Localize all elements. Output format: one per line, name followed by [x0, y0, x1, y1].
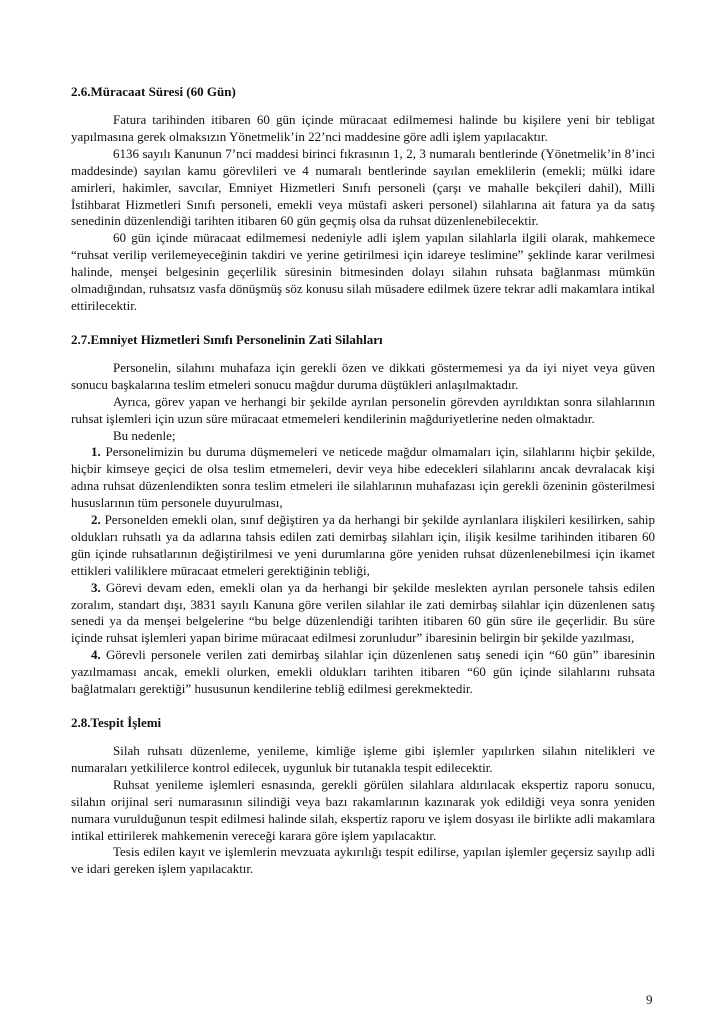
section-heading: 2.7.Emniyet Hizmetleri Sınıfı Personelinin Zati Silahları — [71, 331, 383, 347]
list-item-text: Personelden emekli olan, sınıf değiştiren ya da herhangi bir şekilde ayrılanlara ilişkileri kesilirken, sahip oldukları ruhsatlı ya da adlarına tahsis edilen zati demirbaş silahları için, ilişik kesilme tarihinden itibaren 60 gün içinde ruhsatlarının değiştirilmesi ve yeni durumlarına göre yeniden ruhsat düzenlenebilmesi için ikamet ettikleri valiliklere müracaat etmeleri gerektiğinin tebliği, — [71, 512, 656, 578]
paragraph: Tesis edilen kayıt ve işlemlerin mevzuata aykırılığı tespit edilirse, yapılan işlemler geçersiz sayılıp adli ve idari gereken işlem yapılacaktır. — [71, 844, 655, 877]
paragraph: Personelin, silahını muhafaza için gerekli özen ve dikkati göstermemesi ya da iyi niyet veya güven sonucu başkalarına teslim etmeleri sonucu mağdur duruma düştükleri anlaşılmaktadır. — [71, 359, 655, 392]
list-item-number: 1. — [91, 444, 101, 460]
list-item — [71, 647, 655, 698]
section-heading: 2.6.Müracaat Süresi (60 Gün) — [71, 84, 236, 99]
section-2-8 — [71, 715, 655, 878]
section-heading: 2.8.Tespit İşlemi — [71, 715, 162, 730]
page-number: 9 — [646, 992, 653, 1007]
list-item — [71, 512, 655, 580]
section-2-6 — [71, 84, 655, 315]
paragraph: 60 gün içinde müracaat edilmemesi nedeniyle adli işlem yapılan silahlarla ilgili olarak, mahkemece “ruhsat verilip verilemeyeceğinin takdiri ve yerine getirilmesi için idareye teslimine” şeklinde karar verilmesi halinde, menşei belgesinin geçerlilik süresinin bitmesinden dolayı silahın ruhsata bağlanması mümkün olmadığından, ruhsatsız vasfa dönüşmüş söz konusu silah müsadere edilmek üzere tekrar adli makamlara intikal ettirilecektir. — [71, 230, 655, 313]
list-item-text: Görevli personele verilen zati demirbaş silahlar için düzenlenen satış senedi için “60 gün” ibaresinin yazılmaması ancak, emekli olurken, emekli oldukları tarihten itibaren “60 gün içinde silahlarını ruhsata bağlatmaları gerektiği” hususunun kendilerine tebliğ edilmesi gerekmektedir. — [71, 647, 655, 697]
document-page — [71, 84, 655, 878]
list-item-text: Personelimizin bu duruma düşmemeleri ve neticede mağdur olmamaları için, silahlarını hiçbir şekilde, hiçbir kimseye geçici de olsa teslim etmemeleri, devir veya hibe edecekleri silahlarını ancak devralacak kişi adına ruhsat düzenlendikten sonra teslim etmeleri ile silahlarının muhafazası için gerekli özeninin gösterilmesi hususlarının tüm personele duyurulması, — [71, 444, 656, 511]
list-item — [71, 580, 655, 648]
list-item-text: Görevi devam eden, emekli olan ya da herhangi bir şekilde meslekten ayrılan personele tahsis edilen zoralım, standart dışı, 3831 sayılı Kanuna göre verilen silahlar ile zati demirbaş silahlar için düzenlenen satış senedi ya da menşei belgelerine “bu belge düzenlendiği tarihten itibaren 60 gün süre ile geçerlidir. Bu süre içinde ruhsat işlemleri yapan birime müracaat edilmesi zorunludur” ibaresinin belirgin bir şekilde yazılması, — [71, 579, 656, 646]
paragraph: Silah ruhsatı düzenleme, yenileme, kimliğe işleme gibi işlemler yapılırken silahın nitelikleri ve numaraları yetkililerce kontrol edilecek, uygunluk bir tutanakla tespit edilecektir. — [71, 743, 655, 775]
paragraph: Ayrıca, görev yapan ve herhangi bir şekilde ayrılan personelin görevden ayrıldıktan sonra silahlarının ruhsat işlemleri için uzun süre müracaat etmemeleri kendilerinin mağduriyetlerine neden olmaktadır. — [71, 393, 655, 426]
list-item — [71, 444, 655, 512]
paragraph: Ruhsat yenileme işlemleri esnasında, gerekli görülen silahlara aldırılacak ekspertiz raporu sonucu, silahın orijinal seri numarasının silindiği veya bazı rakamlarının kazınarak yok edildiği veya sonra yeniden numara vurulduğunun tespit edilmesi halinde silah, ekspertiz raporu ve işlem dosyası ile birlikte adli makamlara intikal ettirilerek mahkemenin vereceği karara göre işlem yapılacaktır. — [71, 776, 655, 843]
list-item-number: 2. — [91, 512, 101, 528]
list-item-number: 3. — [91, 579, 101, 595]
section-2-7 — [71, 332, 655, 698]
paragraph: Fatura tarihinden itibaren 60 gün içinde müracaat edilmemesi halinde bu kişilere yeni bir tebligat yapılmasına gerek olmaksızın Yönetmelik’in 22’nci maddesine göre adli işlem yapılacaktır. — [71, 112, 655, 144]
list-item-number: 4. — [91, 647, 101, 663]
paragraph: 6136 sayılı Kanunun 7’nci maddesi birinci fıkrasının 1, 2, 3 numaralı bentlerinde (Yönetmelik’in 8’inci maddesinde) sayılan kamu görevlileri ve 4 numaralı bentlerinde sayılan emeklilerin (emekli; mülki idare amirleri, hakimler, savcılar, Emniyet Hizmetleri Sınıfı personeli (çarşı ve mahalle bekçileri dahil), Milli İstihbarat Hizmetleri Sınıfı personeli, emekli veya müstafi askeri personel) silahlarına ait fatura ya da satış senedinin düzenlendiği tarihten itibaren 60 gün geçmiş olsa da ruhsat düzenlenebilecektir. — [71, 145, 655, 229]
paragraph: Bu nedenle; — [113, 427, 176, 443]
